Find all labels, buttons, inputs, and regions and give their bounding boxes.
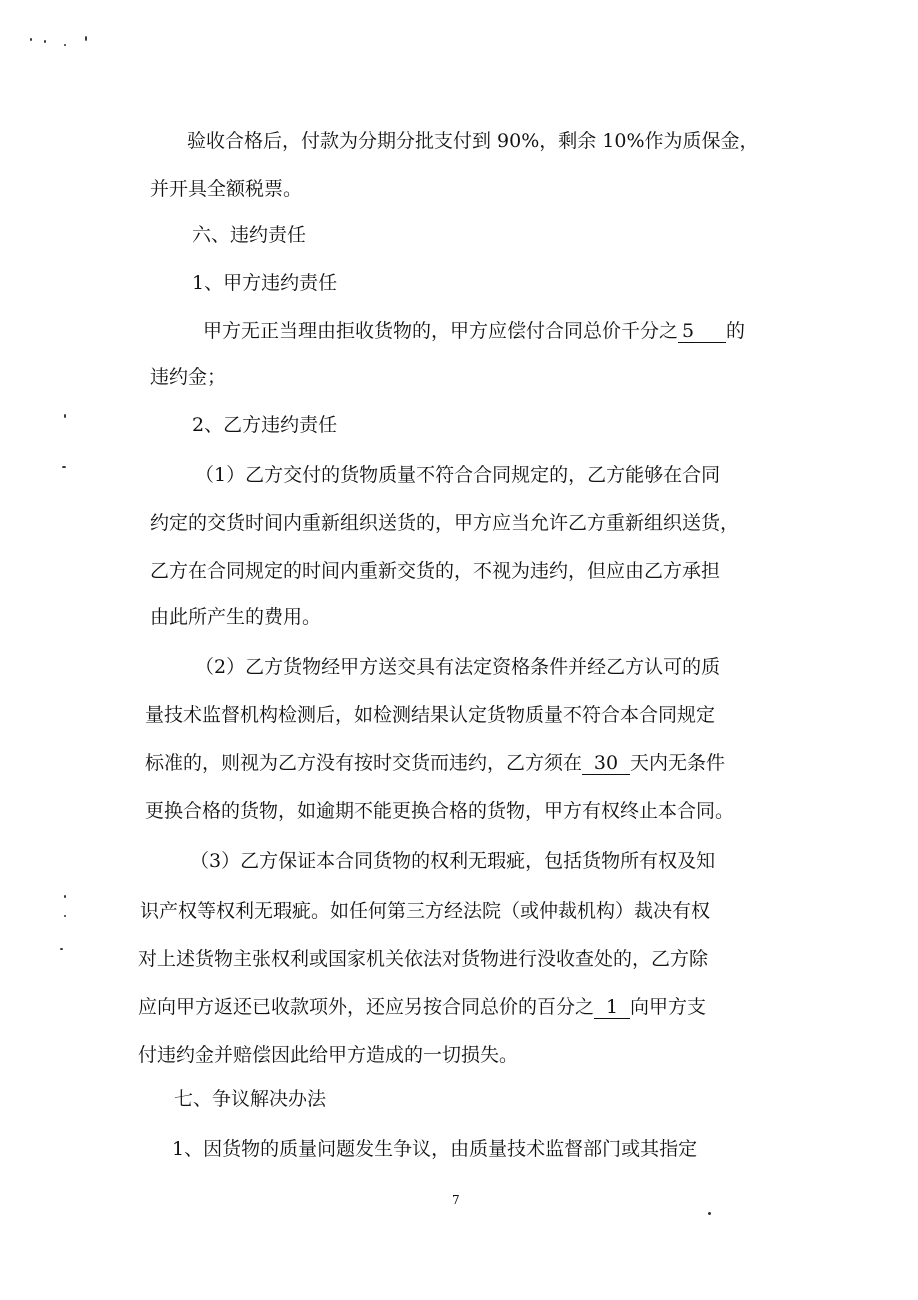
payment-line-2: 并开具全额税票。 (150, 178, 303, 200)
text-before-blank: 应向甲方返还已收款项外，还应另按合同总价的百分之 (138, 996, 595, 1018)
item-3-line-5: 付违约金并赔偿因此给甲方造成的一切损失。 (138, 1044, 519, 1066)
item-1-line-1: （1）乙方交付的货物质量不符合合同规定的，乙方能够在合同 (195, 464, 721, 486)
text-after-blank: 的 (726, 320, 746, 342)
section-6-1-title: 1、甲方违约责任 (192, 272, 338, 294)
item-2-line-3 (145, 750, 725, 776)
item-2-line-1: （2）乙方货物经甲方送交具有法定资格条件并经乙方认可的质 (195, 656, 721, 678)
item-3-line-3: 对上述货物主张权利或国家机关依法对货物进行没收查处的，乙方除 (138, 948, 709, 970)
scan-speck (64, 414, 66, 418)
item-3-line-1: （3）乙方保证本合同货物的权利无瑕疵，包括货物所有权及知 (190, 850, 716, 872)
item-1-line-2: 约定的交货时间内重新组织送货的，甲方应当允许乙方重新组织送货， (150, 512, 740, 534)
section-6-2-title: 2、乙方违约责任 (192, 414, 338, 436)
text-before-blank: 标准的，则视为乙方没有按时交货而违约，乙方须在 (145, 752, 583, 774)
scan-speck (64, 44, 66, 46)
scan-speck (44, 40, 46, 43)
page-number: 7 (452, 1193, 460, 1207)
percent-blank: 1 (594, 996, 630, 1019)
scan-speck (62, 466, 66, 468)
section-6-title: 六、违约责任 (192, 224, 307, 246)
item-2-line-2: 量技术监督机构检测后，如检测结果认定货物质量不符合本合同规定 (145, 704, 716, 726)
payment-line-1: 验收合格后，付款为分期分批支付到 90%，剩余 10%作为质保金， (187, 130, 759, 152)
text-after-blank: 天内无条件 (630, 752, 726, 774)
scan-speck (64, 915, 66, 917)
scan-speck (30, 38, 32, 41)
section-7-title: 七、争议解决办法 (174, 1088, 327, 1110)
scan-speck (64, 895, 66, 898)
text-before-blank: 甲方无正当理由拒收货物的，甲方应偿付合同总价千分之 (203, 320, 679, 342)
item-1-line-3: 乙方在合同规定的时间内重新交货的，不视为违约，但应由乙方承担 (150, 560, 721, 582)
scan-speck (60, 948, 63, 950)
item-3-line-4 (138, 994, 706, 1020)
days-blank: 30 (582, 752, 630, 775)
item-2-line-4: 更换合格的货物，如逾期不能更换合格的货物，甲方有权终止本合同。 (145, 800, 735, 822)
item-1-line-4: 由此所产生的费用。 (150, 606, 322, 628)
section-7-1-line-1: 1、因货物的质量问题发生争议，由质量技术监督部门或其指定 (172, 1138, 698, 1160)
text-after-blank: 向甲方支 (630, 996, 707, 1018)
section-6-1-text-line-1 (203, 318, 745, 344)
section-6-1-text-line-2: 违约金； (150, 366, 227, 388)
penalty-rate-blank: 5 (678, 320, 726, 343)
scan-speck (708, 1212, 711, 1215)
item-3-line-2: 识产权等权利无瑕疵。如任何第三方经法院（或仲裁机构）裁决有权 (140, 900, 711, 922)
scan-speck (85, 36, 87, 41)
